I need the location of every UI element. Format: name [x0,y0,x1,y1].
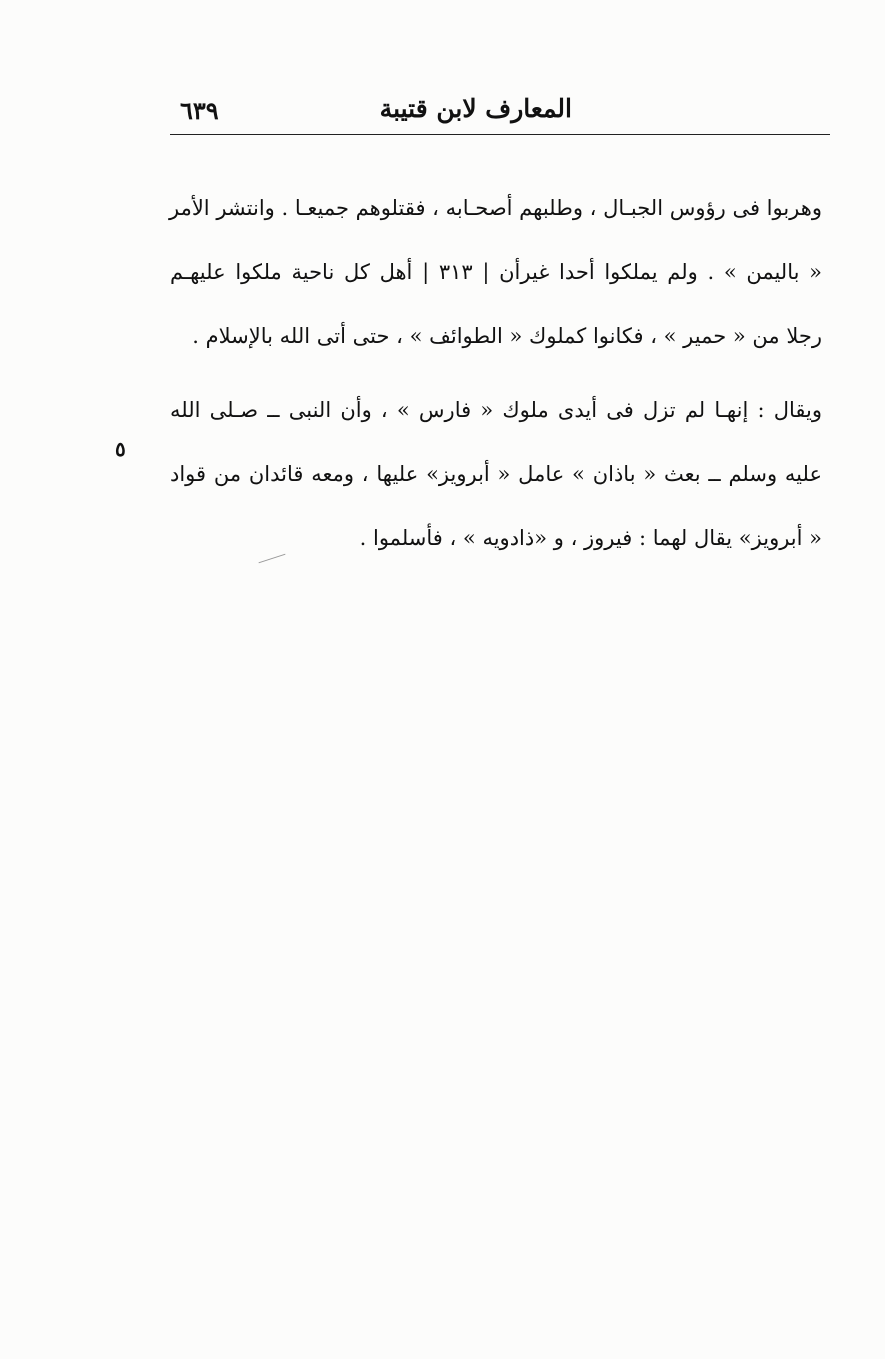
paragraph-2 [170,378,822,570]
paragraph-1 [170,176,822,368]
text-line: « أبرويز» يقال لهما : فيروز ، و «ذادويه » ، فأسلموا . [359,526,822,550]
text-line: « باليمن » . ولم يملكوا أحدا غيرأن | ٣١٣ | أهل كل ناحية ملكوا عليهـم [170,260,822,284]
text-line: عليه وسلم ــ بعث « باذان » عامل « أبرويز» عليها ، ومعه قائدان من قواد [170,462,822,486]
body-text [170,176,822,570]
running-title: المعارف لابن قتيبة [379,94,572,123]
text-line: ويقال : إنهـا لم تزل فى أيدى ملوك « فارس » ، وأن النبى ــ صـلى الله [170,398,822,422]
margin-line-marker: ٥ [115,437,126,461]
page-header [170,90,830,135]
text-line: رجلا من « حمير » ، فكانوا كملوك « الطوائف » ، حتى أتى الله بالإسلام . [192,324,822,348]
page-number: ٦٣٩ [180,96,219,125]
text-line: وهربوا فى رؤوس الجبـال ، وطلبهم أصحـابه ، فقتلوهم جميعـا . وانتشر الأمر [169,196,822,220]
